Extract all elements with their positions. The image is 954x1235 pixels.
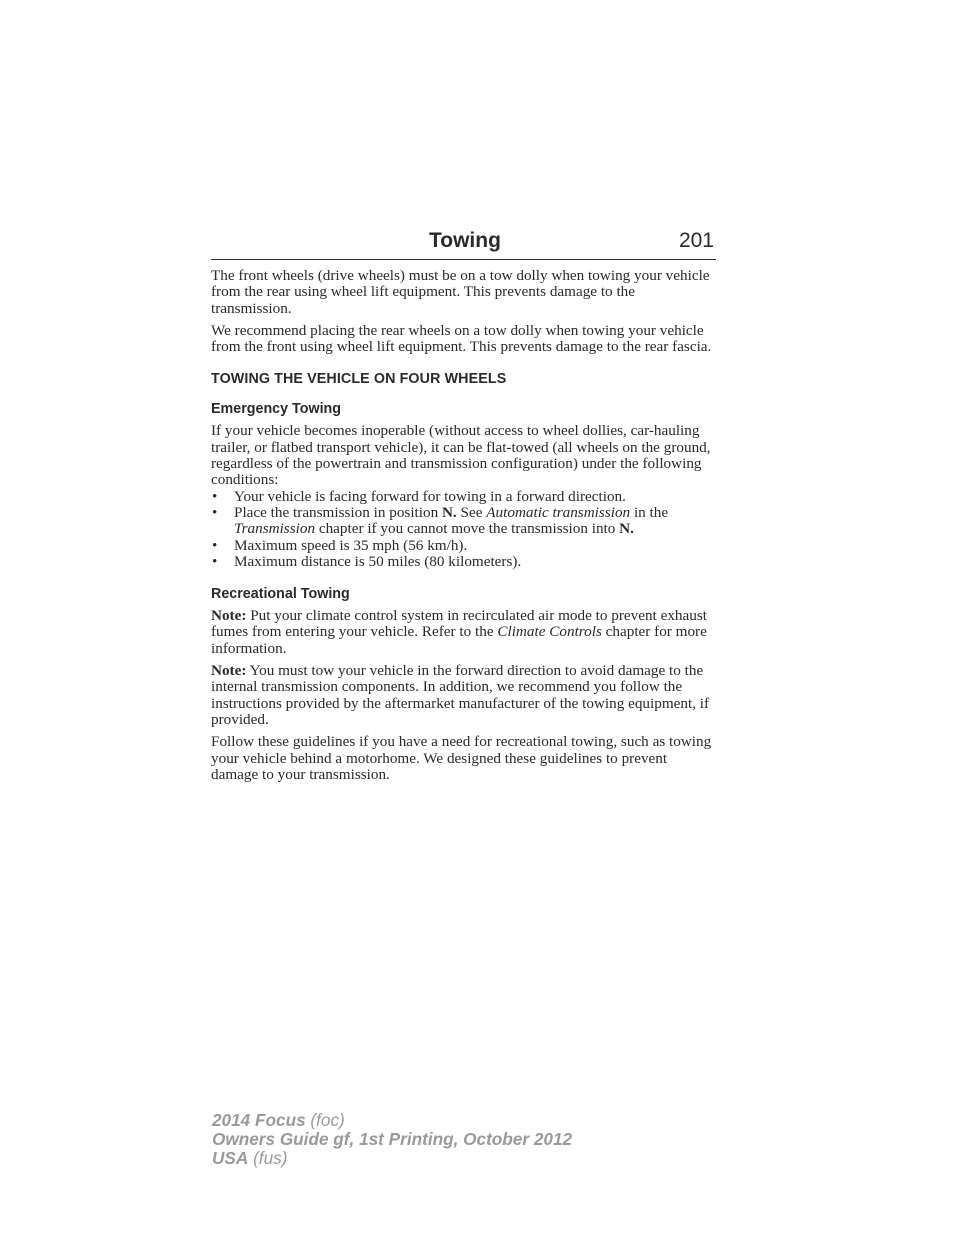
footer-line-model: 2014 Focus (foc) xyxy=(212,1110,345,1130)
footer-line-market: USA (fus) xyxy=(212,1148,288,1168)
climate-controls-ref: Climate Controls xyxy=(497,623,602,641)
page-content xyxy=(211,228,716,789)
page-footer xyxy=(212,1111,572,1168)
page-body xyxy=(211,260,716,783)
page-title: Towing xyxy=(429,229,501,252)
transmission-ref: Transmission xyxy=(234,520,316,538)
list-item: • Your vehicle is facing forward for towing in a forward direction. xyxy=(211,489,716,505)
conditions-list xyxy=(211,489,716,570)
paragraph-front-wheels: The front wheels (drive wheels) must be on a tow dolly when towing your vehicle from the rear using wheel lift equipment. This prevents damage to the transmission. xyxy=(211,267,710,317)
list-item: • Place the transmission in position N. See Automatic transmission in the Transmission chapter if you cannot move the transmission into N. xyxy=(211,505,716,538)
recreational-towing-heading: Recreational Towing xyxy=(211,586,350,603)
footer-line-edition: Owners Guide gf, 1st Printing, October 2012 xyxy=(212,1129,573,1149)
automatic-transmission-ref: Automatic transmission xyxy=(486,503,631,521)
list-item: • Maximum distance is 50 miles (80 kilometers). xyxy=(211,554,716,570)
emergency-intro: If your vehicle becomes inoperable (without access to wheel dollies, car-hauling trailer, or flatbed transport vehicle), it can be flat-towed (all wheels on the ground, regardless of the powertrain and transmission configuration) under the following conditions: xyxy=(211,422,711,489)
note-forward-direction: Note: You must tow your vehicle in the forward direction to avoid damage to the internal transmission components. In addition, we recommend you follow the instructions provided by the aftermarket manufacturer of the towing equipment, if provided. xyxy=(211,662,710,728)
paragraph-guidelines: Follow these guidelines if you have a need for recreational towing, such as towing your vehicle behind a motorhome. We designed these guidelines to prevent damage to your transmission. xyxy=(211,733,712,783)
paragraph-rear-wheels: We recommend placing the rear wheels on a tow dolly when towing your vehicle from the front using wheel lift equipment. This prevents damage to the rear fascia. xyxy=(211,321,712,356)
section-heading: TOWING THE VEHICLE ON FOUR WHEELS xyxy=(211,371,507,388)
note-climate: Note: Put your climate control system in recirculated air mode to prevent exhaust fumes from entering your vehicle. Refer to the Climate Controls chapter for more information. xyxy=(211,607,707,657)
page-header xyxy=(211,228,716,260)
emergency-towing-heading: Emergency Towing xyxy=(211,401,342,418)
list-item: • Maximum speed is 35 mph (56 km/h). xyxy=(211,538,716,554)
page-number: 201 xyxy=(678,229,714,252)
